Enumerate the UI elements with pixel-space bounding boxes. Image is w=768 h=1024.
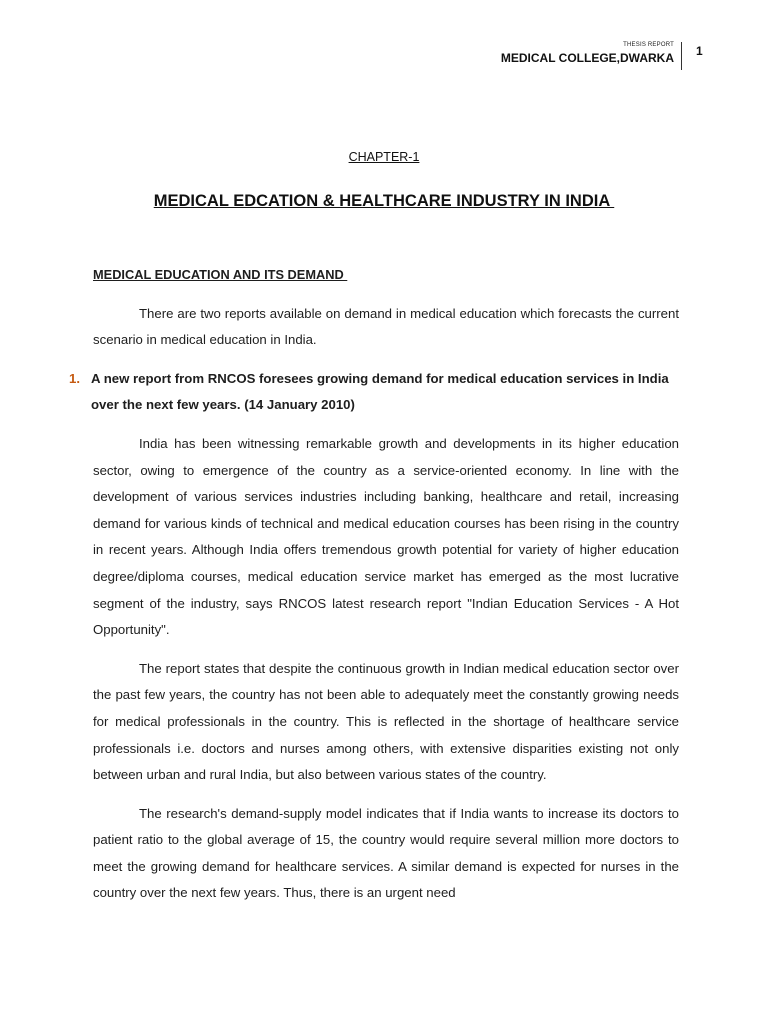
page-number: 1 — [696, 44, 703, 58]
body-paragraph: The report states that despite the continuous growth in Indian medical education sector over the past few years, the country has not been able to adequately meet the constantly growing needs for medical professionals in the country. This is reflected in the shortage of healthcare service professionals i.e. doctors and nurses among others, with extensive disparities existing not only between urban and rural India, but also between various states of the country. — [93, 660, 679, 783]
numbered-item-text: A new report from RNCOS foresees growing demand for medical education services in India over the next few years. (14 January 2010) — [91, 370, 669, 413]
header-title: MEDICAL COLLEGE,DWARKA — [500, 51, 674, 65]
intro-paragraph: There are two reports available on demand in medical education which forecasts the current scenario in medical education in India. — [93, 305, 679, 348]
numbered-item — [69, 366, 679, 419]
running-header — [501, 42, 674, 66]
section-heading: MEDICAL EDUCATION AND ITS DEMAND — [93, 267, 348, 282]
header-label: THESIS REPORT — [623, 42, 674, 48]
body-paragraph: India has been witnessing remarkable growth and developments in its higher education sector, owing to emergence of the country as a service-oriented economy. In line with the development of various services industries including banking, healthcare and retail, increasing demand for various kinds of technical and medical education courses has been rising in the country in recent years. Although India offers tremendous growth potential for variety of higher education degree/diploma courses, medical education service market has emerged as the most lucrative segment of the industry, says RNCOS latest research report "Indian Education Services - A Hot Opportunity". — [93, 435, 679, 638]
header-divider — [681, 42, 682, 70]
chapter-title: MEDICAL EDCATION & HEALTHCARE INDUSTRY IN INDIA — [153, 192, 615, 210]
list-number: 1. — [69, 370, 80, 386]
body-content — [69, 262, 679, 919]
chapter-label: CHAPTER-1 — [348, 150, 420, 164]
body-paragraph: The research's demand-supply model indicates that if India wants to increase its doctors to patient ratio to the global average of 15, the country would require several million more doctors to meet the growing demand for healthcare services. A similar demand is expected for nurses in the country over the next few years. Thus, there is an urgent need — [93, 805, 679, 901]
